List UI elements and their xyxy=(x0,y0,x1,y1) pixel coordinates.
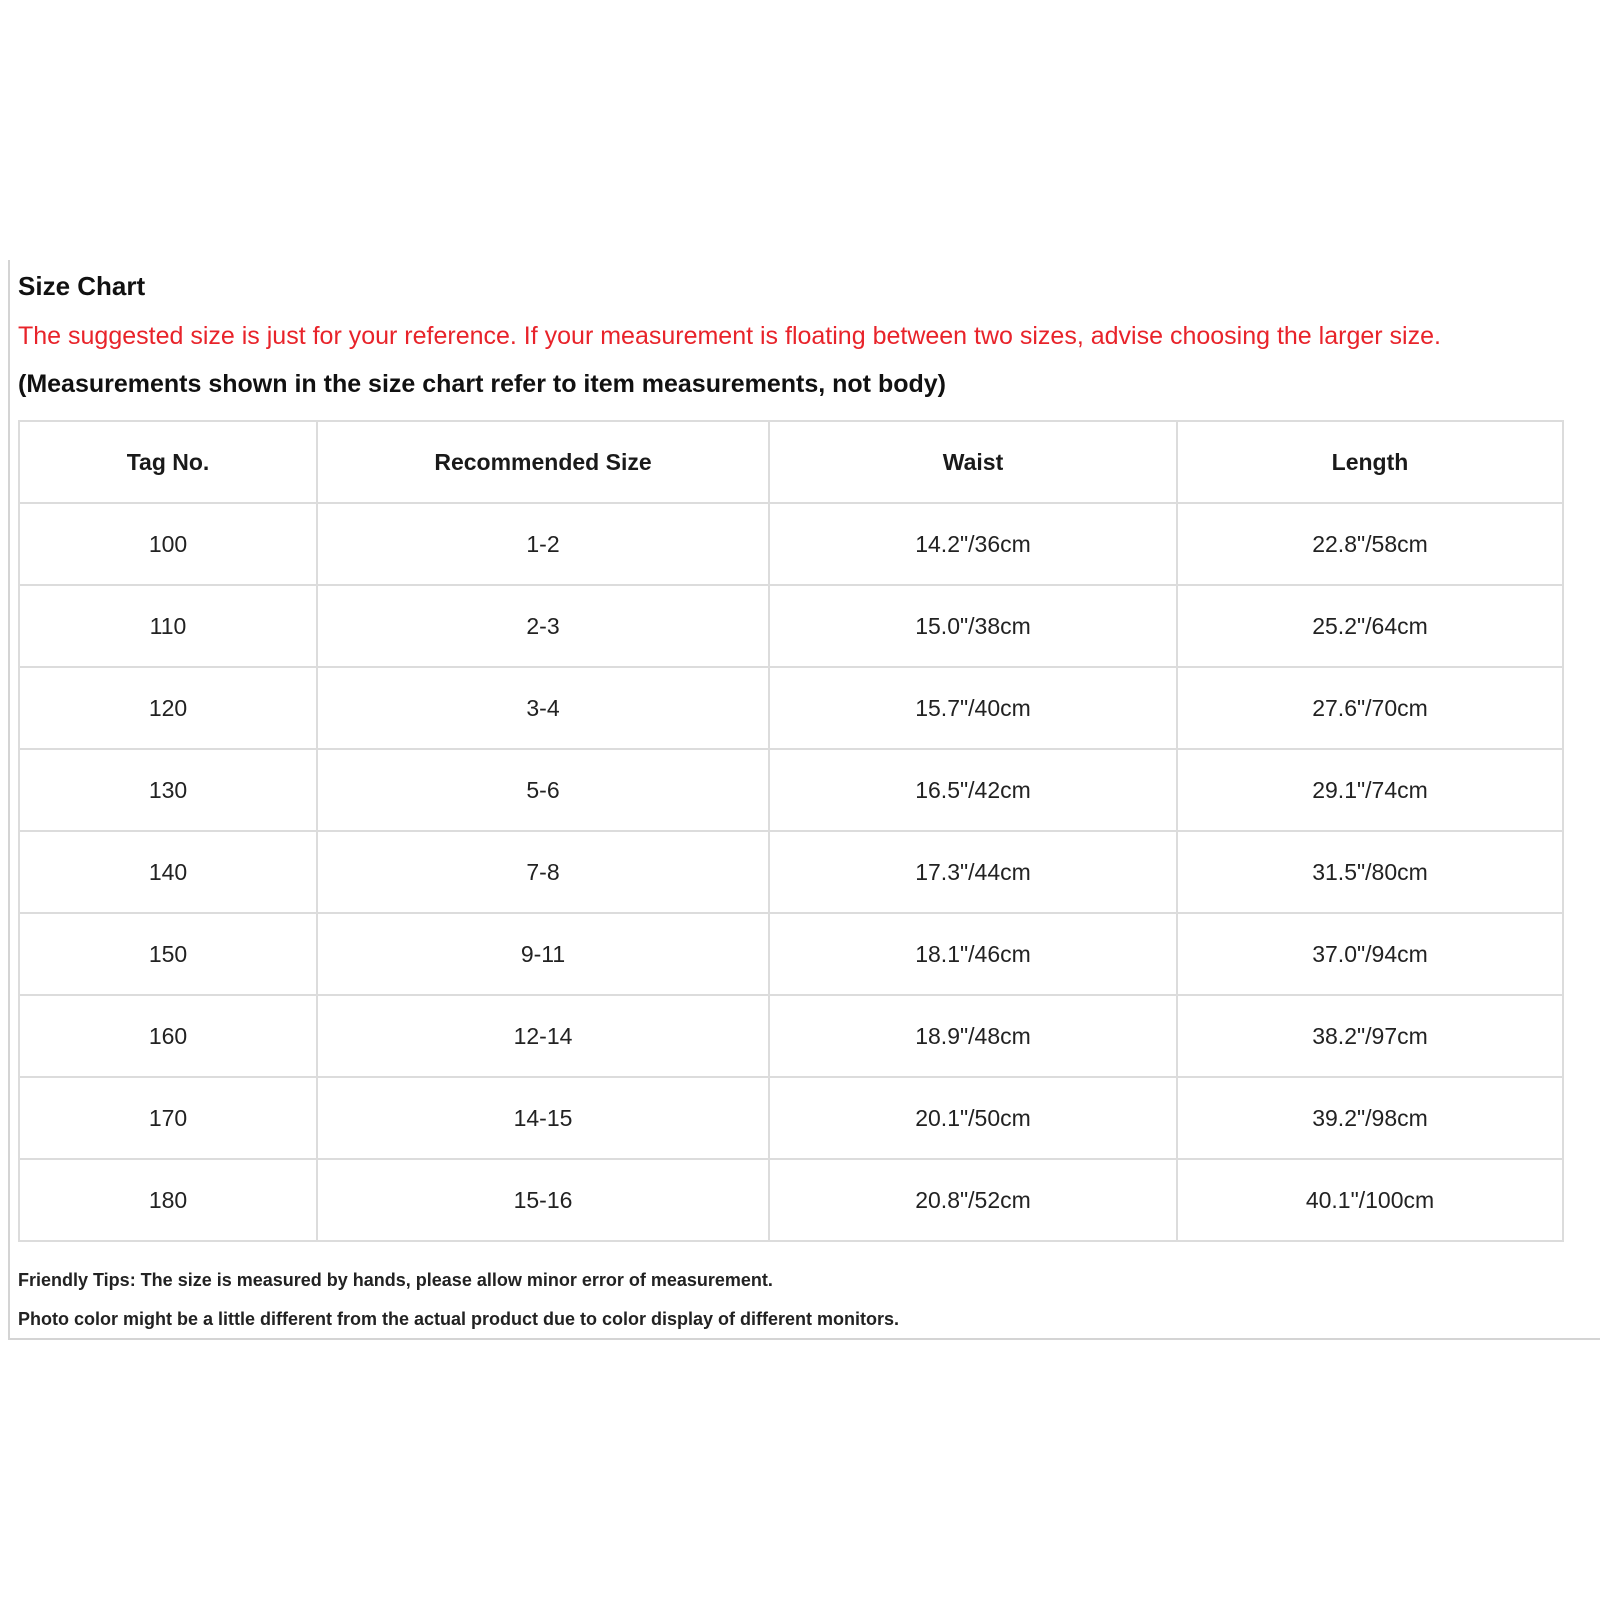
cell-recommended-size: 5-6 xyxy=(317,749,769,831)
cell-recommended-size: 7-8 xyxy=(317,831,769,913)
cell-recommended-size: 3-4 xyxy=(317,667,769,749)
cell-waist: 20.1"/50cm xyxy=(769,1077,1177,1159)
cell-waist: 18.9"/48cm xyxy=(769,995,1177,1077)
cell-waist: 17.3"/44cm xyxy=(769,831,1177,913)
size-chart-panel xyxy=(8,260,1600,1340)
cell-length: 40.1"/100cm xyxy=(1177,1159,1563,1241)
table-row xyxy=(19,995,1563,1077)
cell-tag-no: 120 xyxy=(19,667,317,749)
cell-tag-no: 140 xyxy=(19,831,317,913)
header-recommended-size: Recommended Size xyxy=(317,421,769,503)
table-row xyxy=(19,1159,1563,1241)
cell-waist: 14.2"/36cm xyxy=(769,503,1177,585)
cell-recommended-size: 14-15 xyxy=(317,1077,769,1159)
cell-length: 31.5"/80cm xyxy=(1177,831,1563,913)
table-row xyxy=(19,585,1563,667)
header-waist: Waist xyxy=(769,421,1177,503)
cell-recommended-size: 12-14 xyxy=(317,995,769,1077)
cell-tag-no: 150 xyxy=(19,913,317,995)
table-row xyxy=(19,503,1563,585)
cell-length: 39.2"/98cm xyxy=(1177,1077,1563,1159)
friendly-tip: Friendly Tips: The size is measured by hands, please allow minor error of measurement. xyxy=(18,1270,773,1290)
cell-waist: 16.5"/42cm xyxy=(769,749,1177,831)
cell-recommended-size: 2-3 xyxy=(317,585,769,667)
table-row xyxy=(19,831,1563,913)
cell-tag-no: 130 xyxy=(19,749,317,831)
cell-length: 29.1"/74cm xyxy=(1177,749,1563,831)
cell-length: 37.0"/94cm xyxy=(1177,913,1563,995)
table-header-row xyxy=(19,421,1563,503)
cell-waist: 18.1"/46cm xyxy=(769,913,1177,995)
cell-recommended-size: 9-11 xyxy=(317,913,769,995)
table-row xyxy=(19,749,1563,831)
cell-length: 38.2"/97cm xyxy=(1177,995,1563,1077)
cell-recommended-size: 1-2 xyxy=(317,503,769,585)
cell-recommended-size: 15-16 xyxy=(317,1159,769,1241)
cell-length: 27.6"/70cm xyxy=(1177,667,1563,749)
measurement-note: (Measurements shown in the size chart refer to item measurements, not body) xyxy=(18,370,946,398)
size-table xyxy=(18,420,1564,1242)
cell-length: 22.8"/58cm xyxy=(1177,503,1563,585)
cell-waist: 15.7"/40cm xyxy=(769,667,1177,749)
cell-tag-no: 160 xyxy=(19,995,317,1077)
cell-waist: 15.0"/38cm xyxy=(769,585,1177,667)
table-row xyxy=(19,1077,1563,1159)
cell-tag-no: 180 xyxy=(19,1159,317,1241)
cell-length: 25.2"/64cm xyxy=(1177,585,1563,667)
color-disclaimer: Photo color might be a little different from the actual product due to color display of different monitors. xyxy=(18,1309,900,1329)
cell-tag-no: 110 xyxy=(19,585,317,667)
size-notice: The suggested size is just for your reference. If your measurement is floating between two sizes, advise choosing the larger size. xyxy=(18,322,1441,350)
table-row xyxy=(19,913,1563,995)
cell-waist: 20.8"/52cm xyxy=(769,1159,1177,1241)
table-row xyxy=(19,667,1563,749)
cell-tag-no: 100 xyxy=(19,503,317,585)
cell-tag-no: 170 xyxy=(19,1077,317,1159)
page-title: Size Chart xyxy=(18,271,146,301)
header-length: Length xyxy=(1177,421,1563,503)
header-tag-no: Tag No. xyxy=(19,421,317,503)
